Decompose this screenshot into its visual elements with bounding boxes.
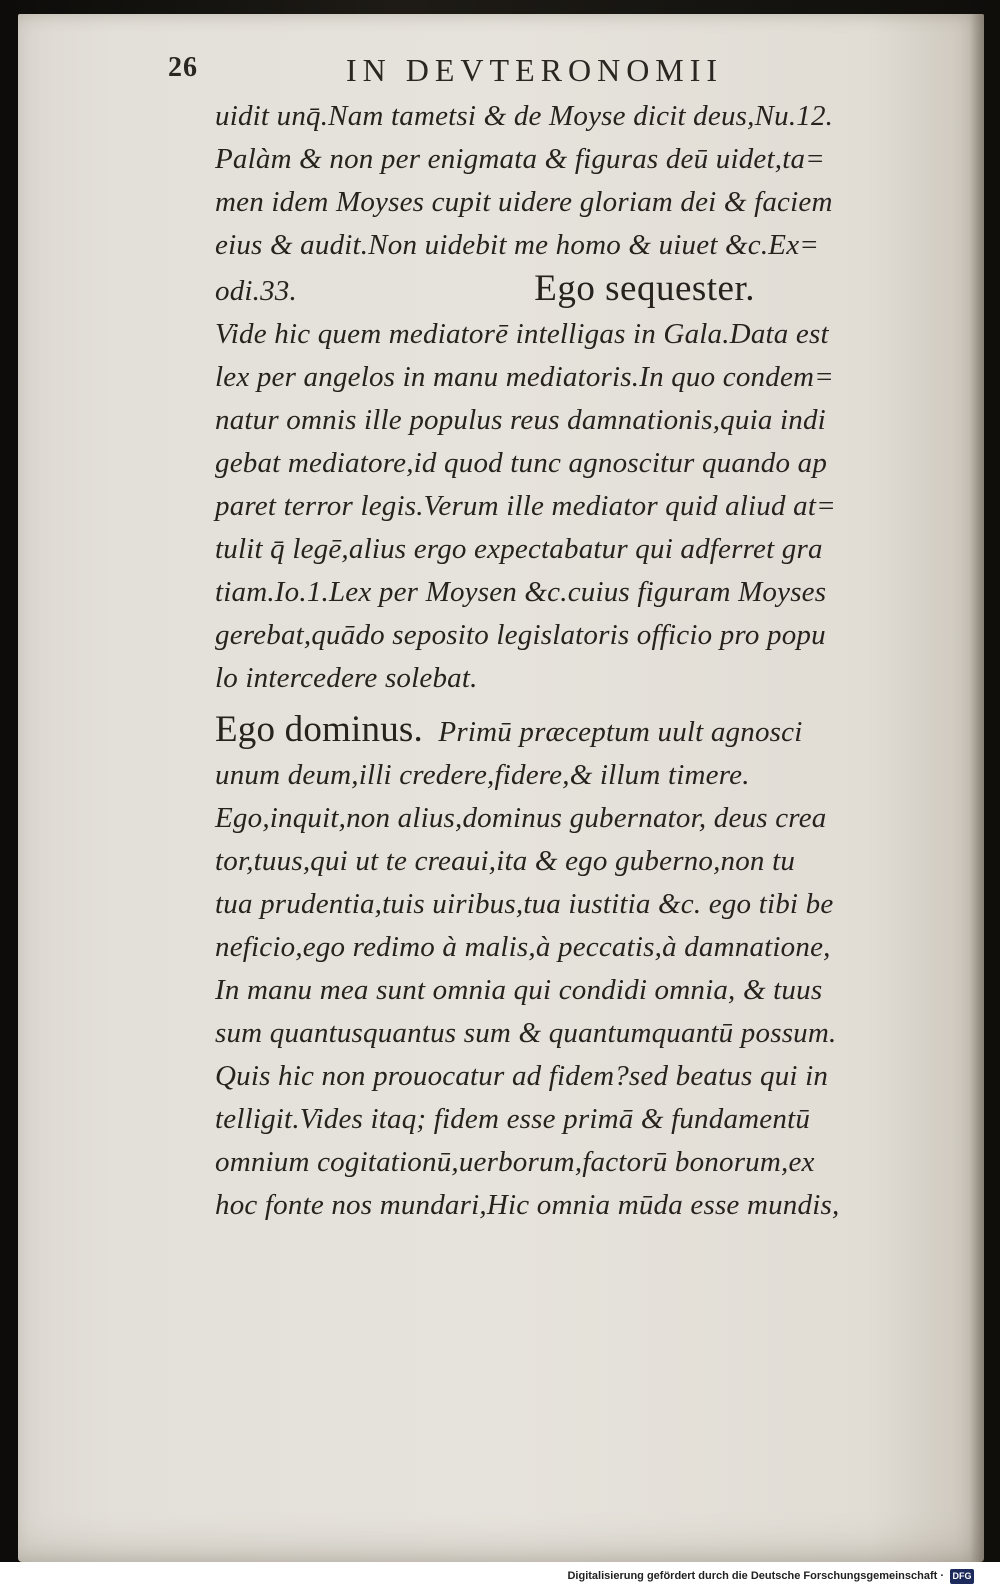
text-line: tiam.Io.1.Lex per Moysen &c.cuius figuram Moyses	[215, 576, 827, 608]
text-line: Palàm & non per enigmata & figuras deū uidet,ta=	[215, 143, 825, 175]
lemma-heading: Ego sequester.	[534, 268, 755, 309]
text-line-with-lemma	[215, 708, 905, 754]
digitization-footer	[0, 1562, 1000, 1592]
text-line: Ego,inquit,non alius,dominus gubernator, deus crea	[215, 802, 827, 834]
text-line: In manu mea sunt omnia qui condidi omnia, & tuus	[215, 974, 823, 1006]
text-fragment: Primū præceptum uult agnosci	[438, 716, 803, 748]
text-line: hoc fonte nos mundari,Hic omnia mūda esse mundis,	[215, 1189, 840, 1221]
text-line: eius & audit.Non uidebit me homo & uiuet &c.Ex=	[215, 229, 820, 261]
text-line: Quis hic non prouocatur ad fidem?sed beatus qui in	[215, 1060, 829, 1092]
funding-credit: Digitalisierung gefördert durch die Deutsche Forschungsgemeinschaft ·	[567, 1570, 944, 1582]
text-line: natur omnis ille populus reus damnationis,quia indi	[215, 404, 826, 436]
text-line: uidit unq̄.Nam tametsi & de Moyse dicit deus,Nu.12.	[215, 100, 834, 132]
main-text-block	[215, 95, 905, 1227]
text-line: unum deum,illi credere,fidere,& illum timere.	[215, 759, 750, 791]
page-number: 26	[168, 52, 198, 83]
text-line: neficio,ego redimo à malis,à peccatis,à damnatione,	[215, 931, 831, 963]
lemma-heading: Ego dominus.	[215, 709, 423, 750]
text-line-with-lemma	[215, 267, 905, 313]
running-head	[168, 52, 948, 92]
text-line: lo intercedere solebat.	[215, 662, 478, 694]
section-gap	[215, 700, 905, 708]
text-line: Vide hic quem mediatorē intelligas in Gala.Data est	[215, 318, 829, 350]
text-line: paret terror legis.Verum ille mediator quid aliud at=	[215, 490, 836, 522]
text-line: gebat mediatore,id quod tunc agnoscitur quando ap	[215, 447, 828, 479]
text-fragment: odi.33.	[215, 275, 297, 307]
text-line: sum quantusquantus sum & quantumquantū possum.	[215, 1017, 837, 1049]
text-line: tua prudentia,tuis uiribus,tua iustitia &c. ego tibi be	[215, 888, 834, 920]
text-line: lex per angelos in manu mediatoris.In quo condem=	[215, 361, 834, 393]
text-line: omnium cogitationū,uerborum,factorū bonorum,ex	[215, 1146, 815, 1178]
running-title: IN DEVTERONOMII	[346, 52, 724, 88]
text-line: tor,tuus,qui ut te creaui,ita & ego guberno,non tu	[215, 845, 796, 877]
dfg-logo: DFG	[950, 1569, 974, 1584]
text-line: tulit q̄ legē,alius ergo expectabatur qui adferret gra	[215, 533, 823, 565]
text-line: gerebat,quādo seposito legislatoris officio pro popu	[215, 619, 826, 651]
text-line: telligit.Vides itaq; fidem esse primā & fundamentū	[215, 1103, 811, 1135]
text-line: men idem Moyses cupit uidere gloriam dei & faciem	[215, 186, 833, 218]
